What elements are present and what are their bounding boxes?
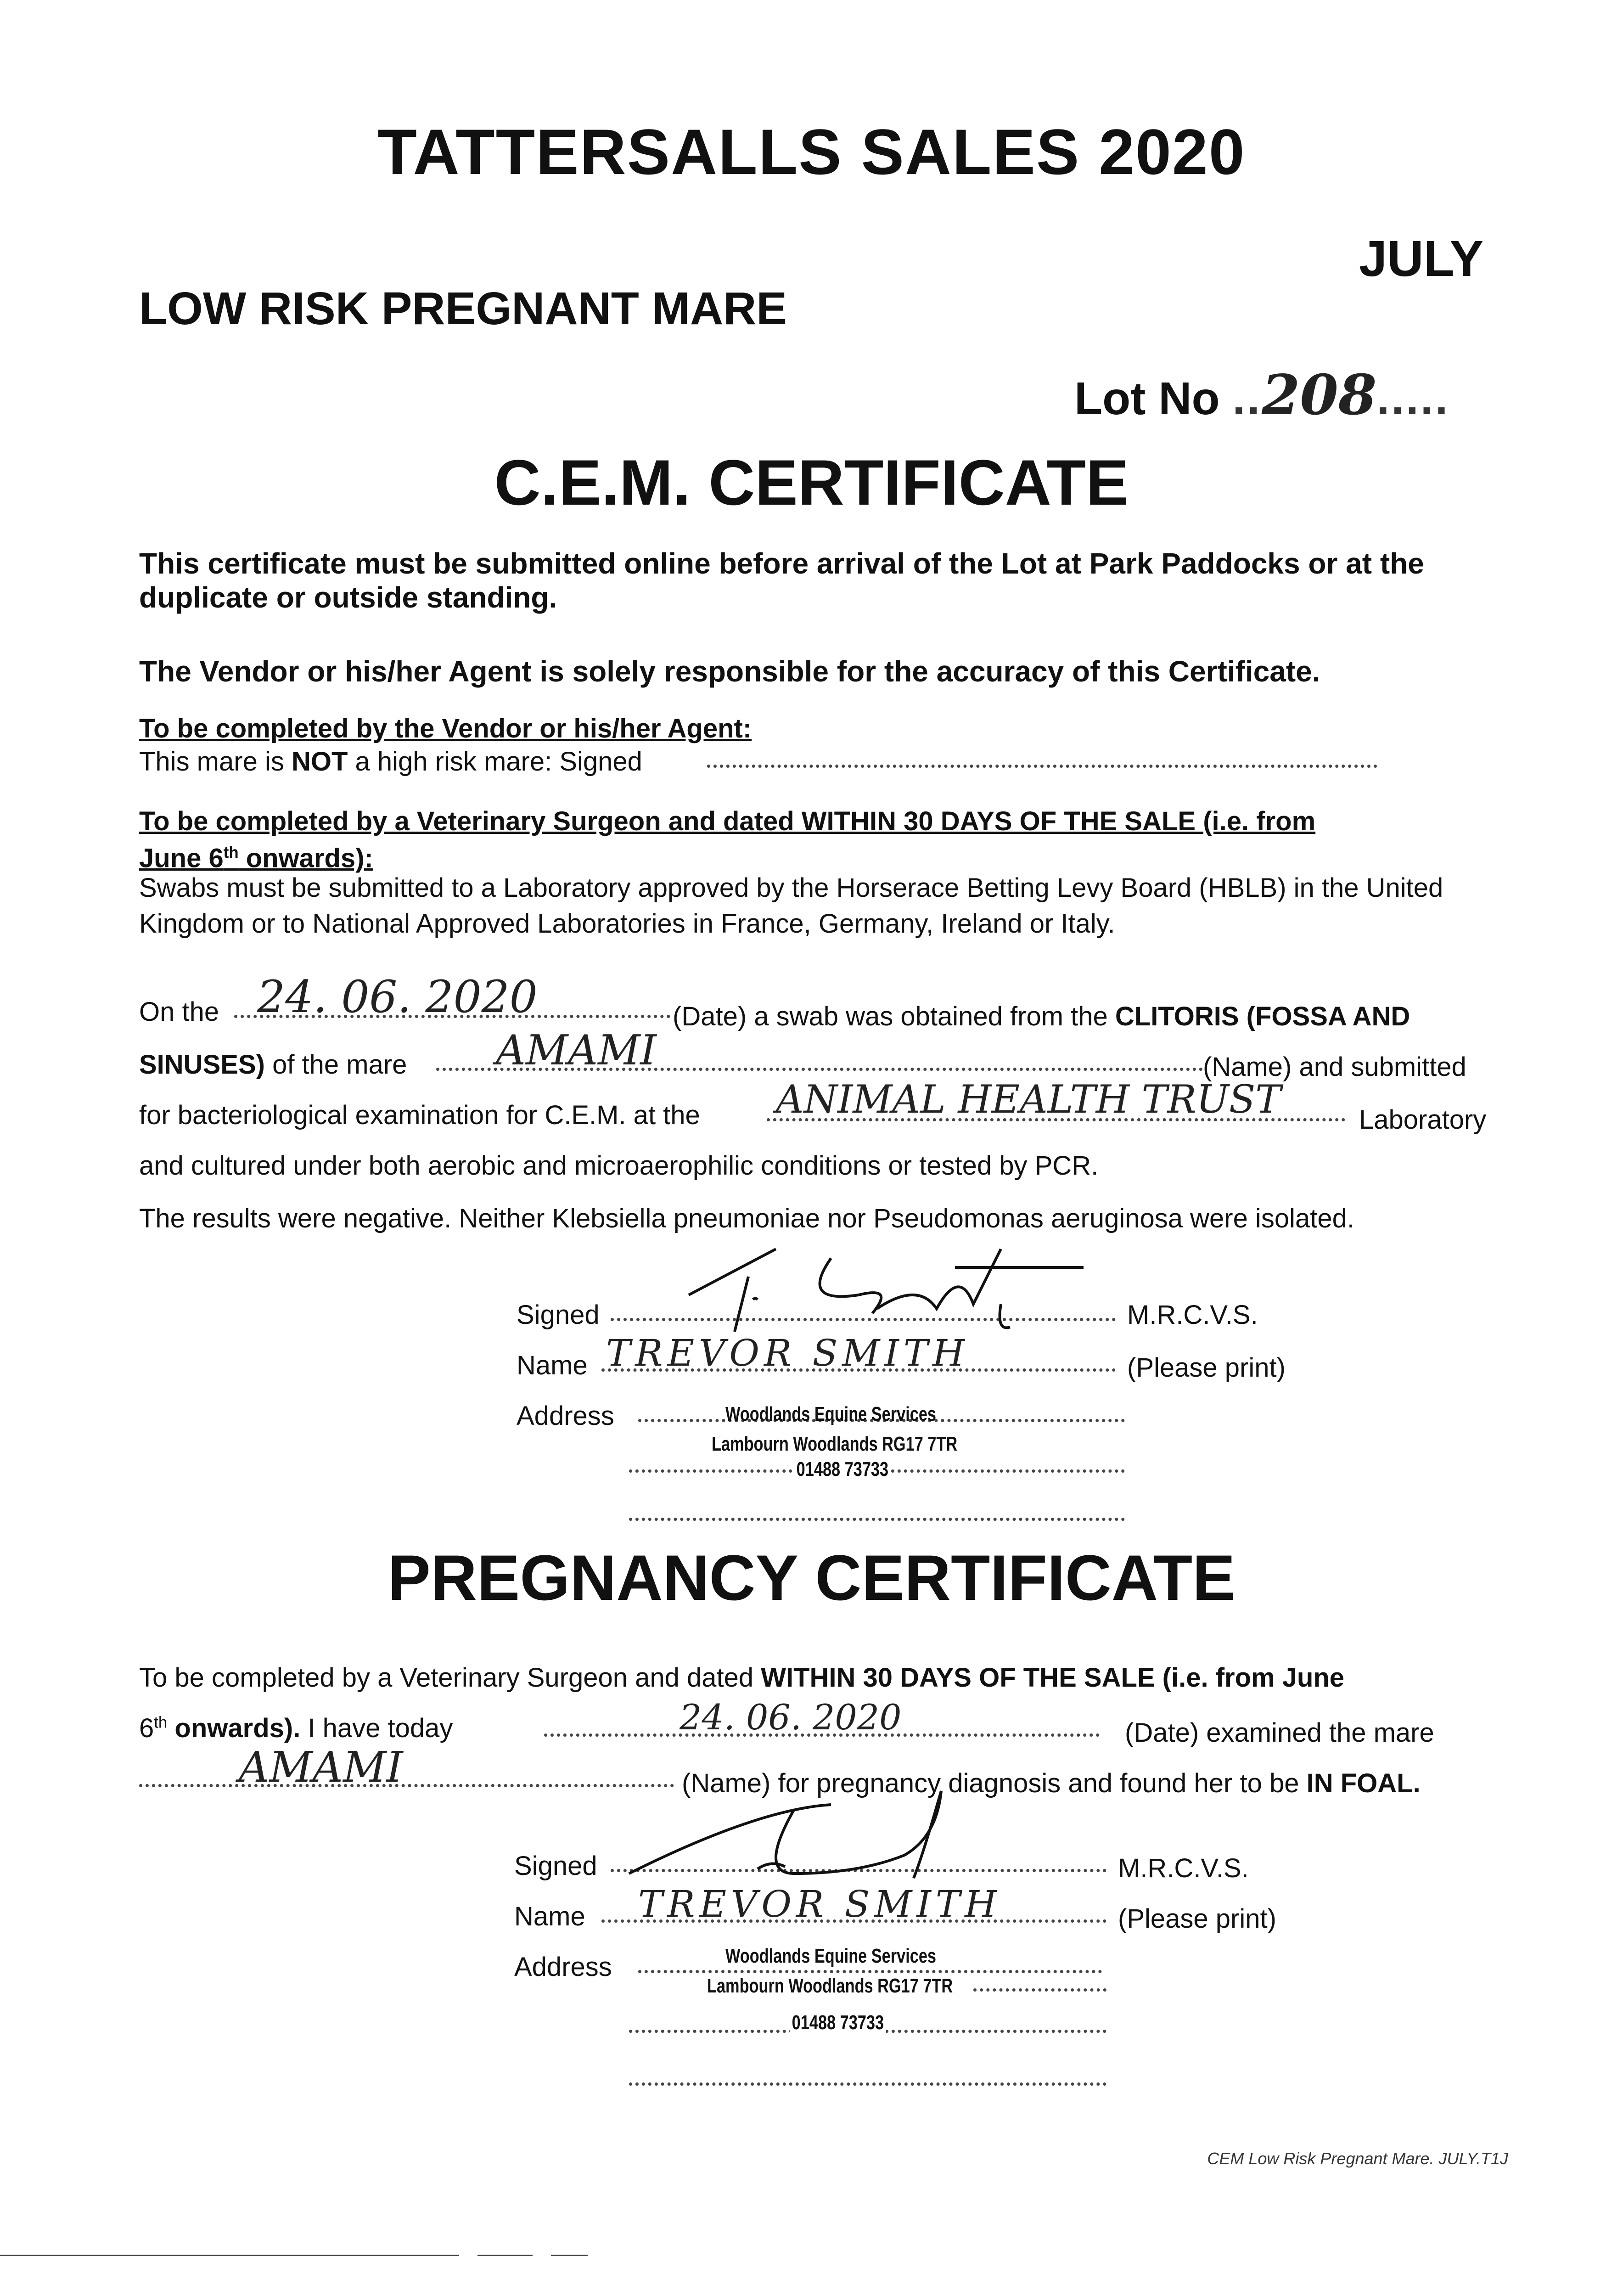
pregnancy-instructions: To be completed by a Veterinary Surgeon and dated WITHIN 30 DAYS OF THE SALE (i.e. from June (139, 1663, 1345, 1693)
lot-label: Lot No (1074, 373, 1220, 424)
pregnancy-mare-name-value[interactable]: AMAMI (239, 1743, 403, 1792)
laboratory-name-value[interactable]: ANIMAL HEALTH TRUST (776, 1077, 1281, 1122)
form-code: CEM Low Risk Pregnant Mare. JULY.T1J (1207, 2149, 1508, 2168)
cem-address-label: Address (517, 1401, 614, 1431)
preg-vet-name-value[interactable]: TREVOR SMITH (638, 1883, 1002, 1925)
vendor-section-heading: To be completed by the Vendor or his/her Agent: (139, 714, 752, 743)
pregnancy-vet-signature[interactable] (620, 1782, 1033, 1887)
preg-signed-label: Signed (514, 1851, 597, 1881)
submission-notice: This certificate must be submitted online before arrival of the Lot at Park Paddocks or at the duplicate or outside standing. (139, 547, 1424, 614)
preg-name-label: Name (514, 1902, 585, 1931)
vendor-declaration: This mare is NOT a high risk mare: Signed (139, 747, 642, 777)
mare-name-line: SINUSES) of the mare (139, 1050, 407, 1080)
results-statement: The results were negative. Neither Klebsiella pneumoniae nor Pseudomonas aeruginosa were isolated. (139, 1204, 1354, 1233)
exam-date-line: 6th onwards). I have today (139, 1713, 453, 1743)
form-subtitle: LOW RISK PREGNANT MARE (139, 283, 787, 334)
culture-statement: and cultured under both aerobic and microaerophilic conditions or tested by PCR. (139, 1151, 1099, 1181)
swab-requirements: Swabs must be submitted to a Laboratory approved by the Horserace Betting Levy Board (HBLB) in the United Kingdom or to National Approved Laboratories in France, Germany, Ireland or Italy. (139, 873, 1443, 939)
swab-date-value[interactable]: 24. 06. 2020 (257, 971, 538, 1023)
preg-mrcvs: M.R.C.V.S. (1118, 1853, 1249, 1883)
cem-vet-name-value[interactable]: TREVOR SMITH (606, 1332, 970, 1374)
cem-mrcvs: M.R.C.V.S. (1127, 1300, 1258, 1330)
cem-address-line-1: Woodlands Equine Services (725, 1403, 937, 1425)
vet-section-heading: To be completed by a Veterinary Surgeon and dated WITHIN 30 DAYS OF THE SALE (i.e. from June 6th onwards): (139, 806, 1316, 873)
lot-number-value: 208 (1261, 363, 1377, 428)
cem-certificate-title: C.E.M. CERTIFICATE (494, 446, 1129, 518)
scan-edge-line (0, 2255, 459, 2256)
cem-address-line-2: Lambourn Woodlands RG17 7TR (712, 1433, 958, 1455)
vendor-signature-field[interactable] (707, 765, 1377, 768)
cem-address-line-3: 01488 73733 (794, 1458, 891, 1481)
lot-number-field[interactable]: Lot No ..208..... (1074, 363, 1450, 428)
preg-address-line-3: 01488 73733 (790, 2011, 886, 2034)
cem-signed-label: Signed (517, 1300, 600, 1330)
swab-date-line: On the (139, 997, 219, 1027)
preg-address-line-2: Lambourn Woodlands RG17 7TR (707, 1975, 953, 1997)
exam-date-value[interactable]: 24. 06. 2020 (680, 1697, 902, 1738)
mare-name-value[interactable]: AMAMI (496, 1026, 657, 1075)
cem-vet-signature[interactable] (680, 1240, 1093, 1336)
preg-address-label: Address (514, 1952, 612, 1982)
pregnancy-certificate-title: PREGNANCY CERTIFICATE (387, 1542, 1236, 1614)
pregnancy-result-line: (Name) for pregnancy diagnosis and found her to be IN FOAL. (682, 1768, 1421, 1798)
laboratory-line: for bacteriological examination for C.E.M. at the (139, 1100, 700, 1130)
sale-month: JULY (1359, 231, 1484, 287)
cem-name-label: Name (517, 1351, 588, 1380)
main-title: TATTERSALLS SALES 2020 (377, 116, 1246, 188)
responsibility-notice: The Vendor or his/her Agent is solely responsible for the accuracy of this Certificate. (139, 655, 1320, 688)
preg-address-line-1: Woodlands Equine Services (725, 1945, 937, 1967)
